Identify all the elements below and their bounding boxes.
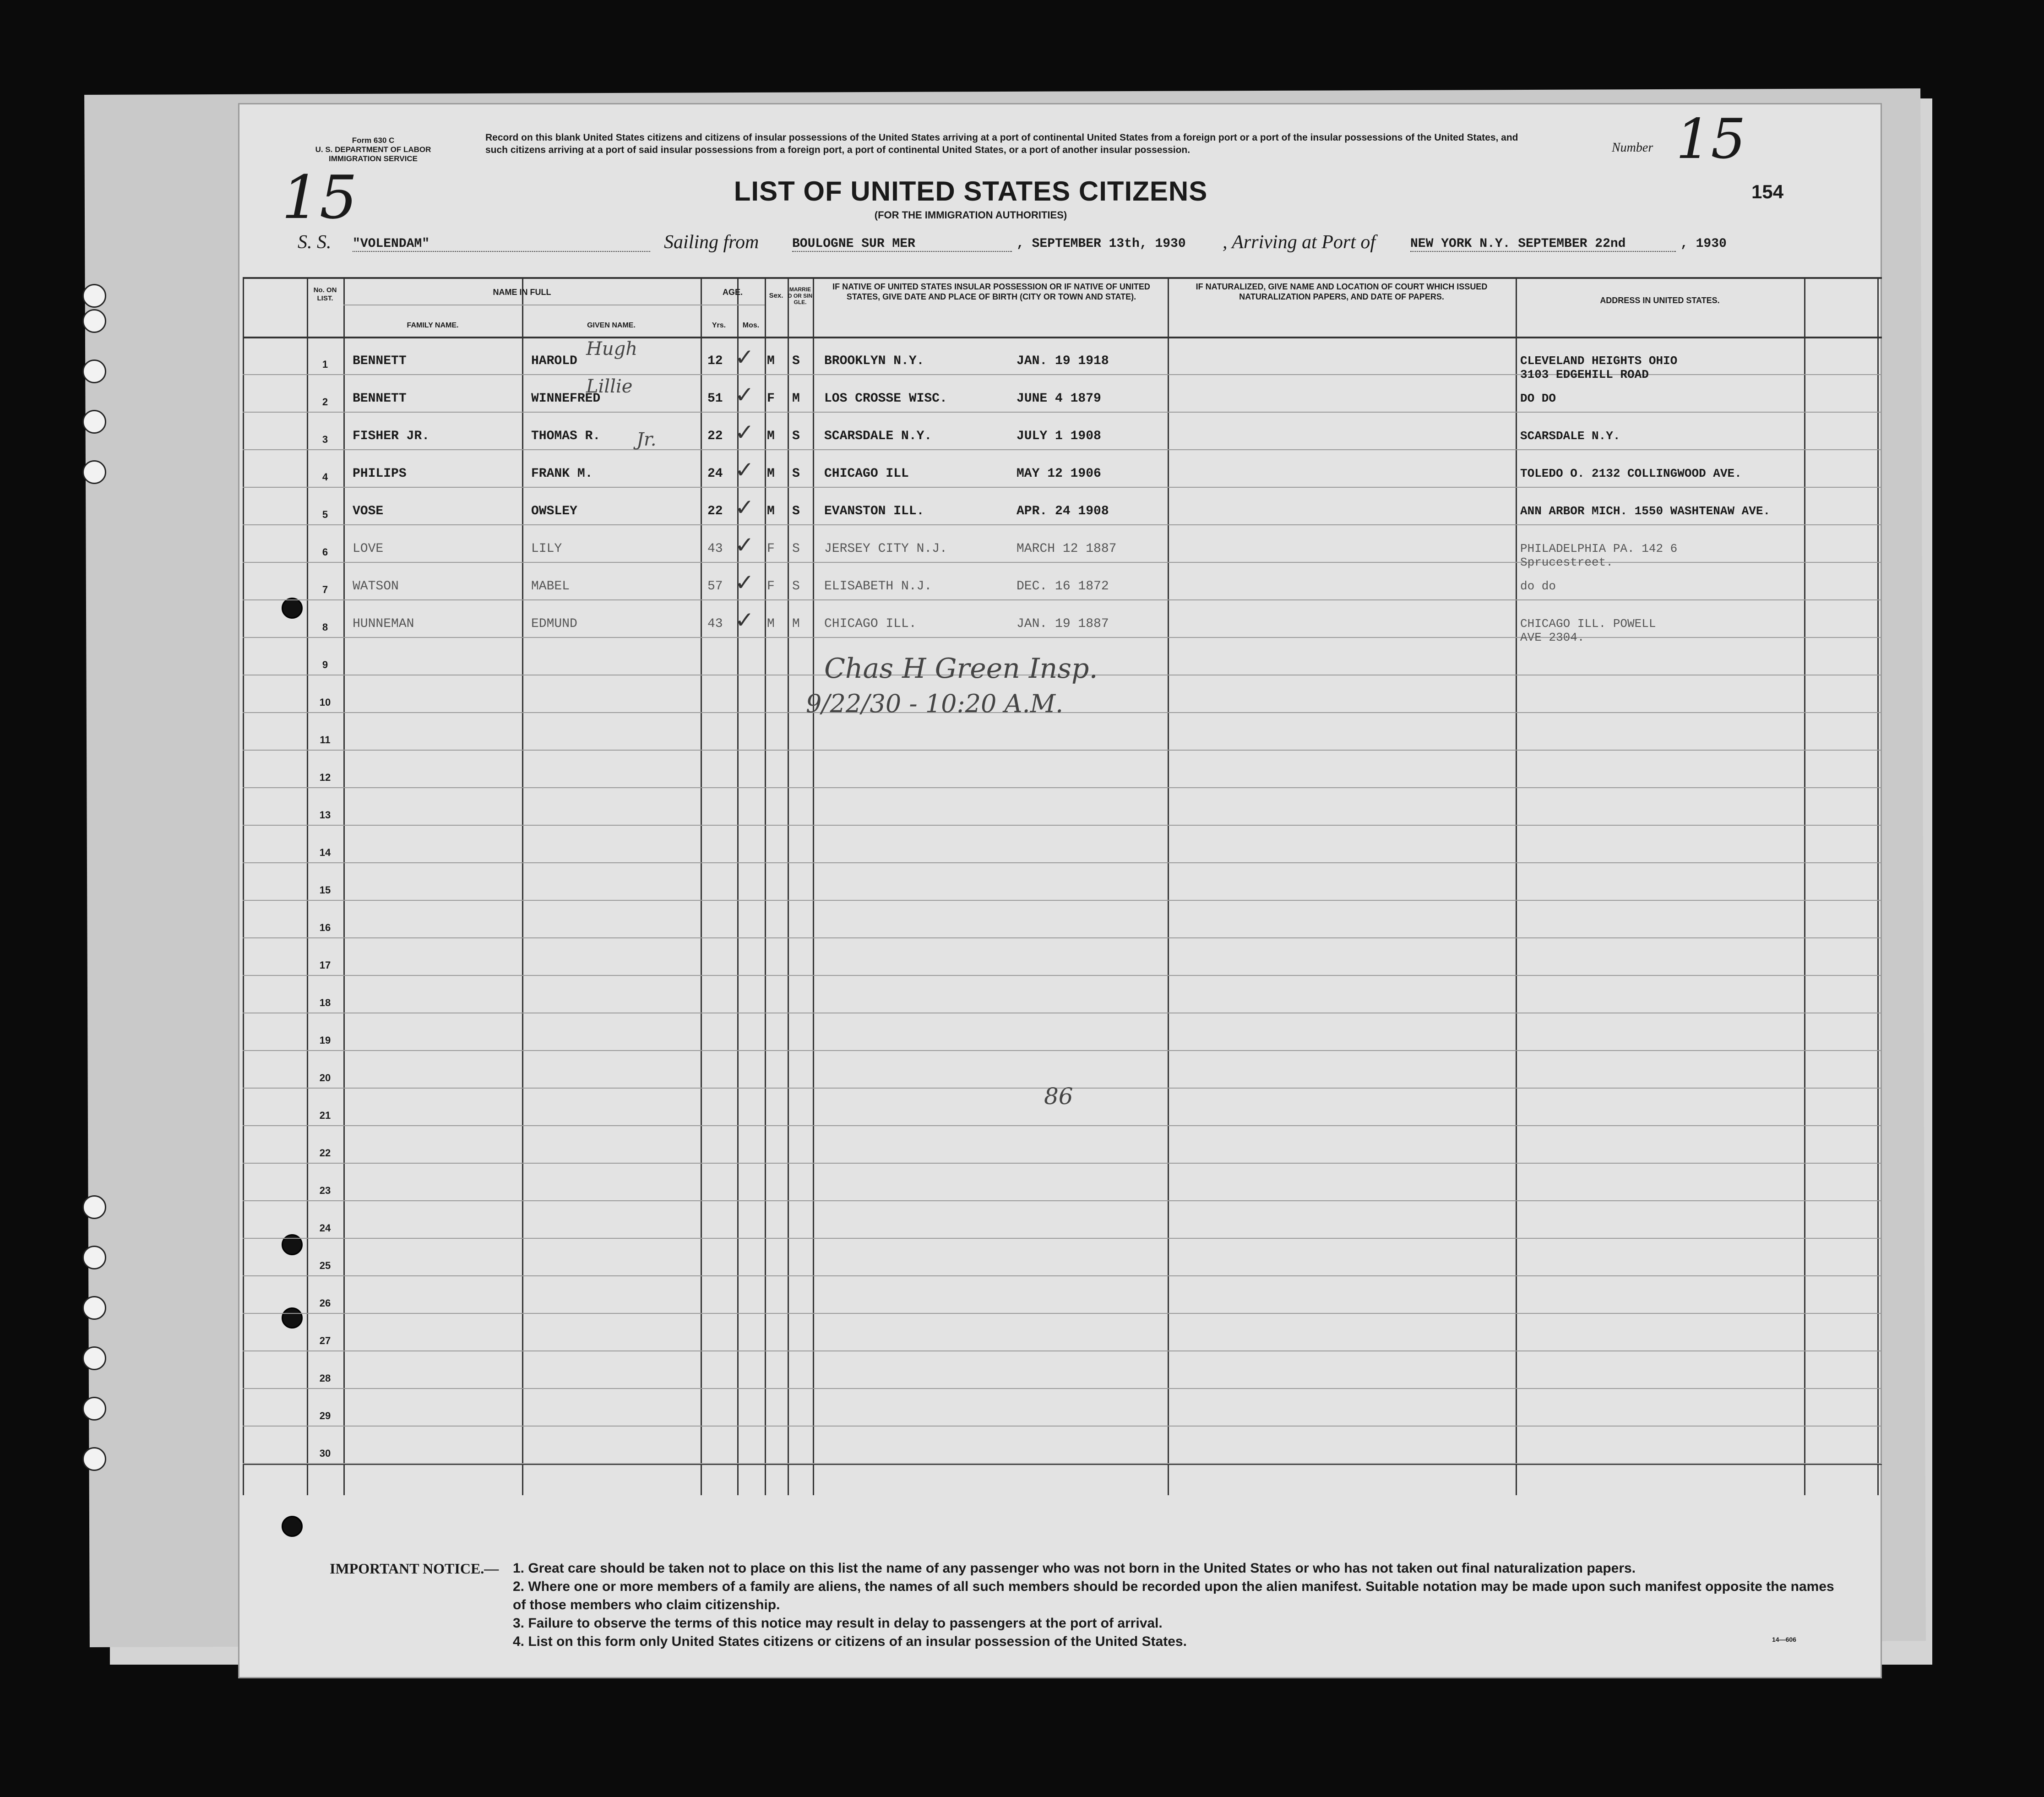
- row-rule: [243, 750, 1882, 751]
- row-number: 21: [319, 1110, 331, 1121]
- col-mos: Mos.: [742, 321, 760, 329]
- address-line2-cell: AVE 2304.: [1520, 631, 1585, 644]
- row-rule: [243, 900, 1882, 901]
- row-number: 18: [319, 997, 331, 1008]
- column-divider: [1168, 277, 1169, 1495]
- col-age: AGE.: [722, 288, 743, 297]
- row-number: 7: [322, 584, 328, 595]
- notice-item: 3. Failure to observe the terms of this notice may result in delay to passengers at the port of arrival.: [513, 1616, 1163, 1631]
- age-years-cell: 12: [707, 354, 723, 368]
- row-number: 19: [319, 1035, 331, 1046]
- marital-status-cell: M: [792, 392, 800, 406]
- row-number: 3: [322, 434, 328, 445]
- column-divider: [813, 277, 814, 1495]
- birthdate-cell: JULY 1 1908: [1017, 429, 1101, 443]
- family-name-cell: VOSE: [353, 504, 384, 518]
- row-number: 5: [322, 509, 328, 520]
- column-divider: [701, 277, 702, 1495]
- age-years-cell: 43: [707, 542, 723, 556]
- sex-cell: F: [767, 579, 775, 594]
- age-years-cell: 22: [707, 429, 723, 443]
- marital-status-cell: S: [792, 429, 800, 443]
- sex-cell: M: [767, 467, 775, 481]
- row-number: 13: [319, 809, 331, 821]
- address-line2-cell: 3103 EDGEHILL ROAD: [1520, 368, 1649, 381]
- col-name-in-full: NAME IN FULL: [493, 288, 551, 297]
- row-rule: [243, 524, 1882, 525]
- given-name-cell: FRANK M.: [531, 467, 593, 481]
- family-name-cell: BENNETT: [353, 392, 407, 406]
- inspector-signature: Chas H Green Insp.: [824, 653, 1098, 685]
- given-name-cell: WINNEFRED: [531, 392, 601, 406]
- family-name-cell: BENNETT: [353, 354, 407, 368]
- passenger-table: [238, 277, 1882, 1495]
- punch-hole: [82, 284, 106, 308]
- marital-status-cell: S: [792, 579, 800, 594]
- arrival-year: , 1930: [1680, 237, 1727, 251]
- sailing-label: Sailing from: [664, 232, 759, 253]
- check-mark-icon: ✓: [735, 607, 754, 633]
- sex-cell: F: [767, 542, 775, 556]
- birthplace-cell: JERSEY CITY N.J.: [824, 542, 947, 556]
- address-cell: PHILADELPHIA PA. 142 6: [1520, 542, 1678, 555]
- row-number: 26: [319, 1297, 331, 1309]
- birthplace-cell: CHICAGO ILL: [824, 467, 909, 481]
- birthplace-cell: BROOKLYN N.Y.: [824, 354, 924, 368]
- address-cell: ANN ARBOR MICH. 1550 WASHTENAW AVE.: [1520, 504, 1771, 518]
- column-divider: [1804, 277, 1805, 1495]
- address-cell: CLEVELAND HEIGHTS OHIO: [1520, 354, 1678, 368]
- row-number: 2: [322, 396, 328, 408]
- handwritten-correction: Jr.: [636, 429, 657, 450]
- column-divider: [343, 277, 345, 1495]
- service-name: IMMIGRATION SERVICE: [329, 154, 418, 163]
- inspection-datetime: 9/22/30 - 10:20 A.M.: [806, 689, 1064, 718]
- birthplace-cell: SCARSDALE N.Y.: [824, 429, 932, 443]
- column-divider: [307, 277, 308, 1495]
- column-divider: [1877, 277, 1879, 1495]
- check-mark-icon: ✓: [735, 494, 754, 521]
- birthdate-cell: JAN. 19 1887: [1017, 617, 1109, 631]
- marital-status-cell: S: [792, 504, 800, 518]
- column-divider: [765, 277, 766, 1495]
- check-mark-icon: ✓: [735, 419, 754, 446]
- address-cell: TOLEDO O. 2132 COLLINGWOOD AVE.: [1520, 467, 1742, 480]
- table-top-rule: [243, 277, 1882, 279]
- ship-name: "VOLENDAM": [353, 237, 650, 252]
- given-name-cell: EDMUND: [531, 617, 577, 631]
- marital-status-cell: S: [792, 542, 800, 556]
- age-years-cell: 22: [707, 504, 723, 518]
- given-name-cell: OWSLEY: [531, 504, 577, 518]
- col-no-on-list: No. ON LIST.: [313, 286, 337, 302]
- row-rule: [243, 412, 1882, 413]
- family-name-cell: HUNNEMAN: [353, 617, 414, 631]
- row-number: 23: [319, 1185, 331, 1196]
- sail-date: , SEPTEMBER 13th, 1930: [1017, 237, 1186, 251]
- row-rule: [243, 937, 1882, 938]
- handwritten-page-number: 15: [282, 163, 358, 232]
- notice-item: 4. List on this form only United States citizens or citizens of an insular possession of the United States.: [513, 1634, 1187, 1649]
- punch-hole: [282, 1516, 303, 1537]
- punch-hole: [82, 410, 106, 434]
- handwritten-mark: 86: [1044, 1083, 1073, 1110]
- marital-status-cell: S: [792, 467, 800, 481]
- address-cell: SCARSDALE N.Y.: [1520, 429, 1620, 443]
- punch-hole: [82, 359, 106, 383]
- row-number: 8: [322, 621, 328, 633]
- family-name-cell: WATSON: [353, 579, 399, 594]
- given-name-cell: THOMAS R.: [531, 429, 601, 443]
- check-mark-icon: ✓: [735, 381, 754, 408]
- check-mark-icon: ✓: [735, 344, 754, 370]
- row-rule: [243, 1313, 1882, 1314]
- punch-hole: [82, 1246, 106, 1269]
- row-number: 6: [322, 546, 328, 558]
- row-rule: [243, 449, 1882, 450]
- row-number: 22: [319, 1147, 331, 1159]
- address-cell: DO DO: [1520, 392, 1556, 405]
- check-mark-icon: ✓: [735, 457, 754, 483]
- col-birth: IF NATIVE OF UNITED STATES INSULAR POSSESSION OR IF NATIVE OF UNITED STATES, GIVE DATE AND PLACE OF BIRTH (CITY OR TOWN AND STATE).: [832, 282, 1150, 301]
- row-rule: [243, 1163, 1882, 1164]
- row-number: 25: [319, 1260, 331, 1271]
- column-divider: [788, 277, 789, 1495]
- ship-label: S. S.: [298, 232, 332, 253]
- age-years-cell: 57: [707, 579, 723, 594]
- sex-cell: M: [767, 504, 775, 518]
- punch-hole: [82, 309, 106, 333]
- notice-item: 2. Where one or more members of a family are aliens, the names of all such members should be recorded upon the alien manifest. Suitable notation may be made upon such manifest opposite the names of those members who claim citizenship.: [513, 1579, 1834, 1612]
- row-number: 29: [319, 1410, 331, 1421]
- row-number: 17: [319, 959, 331, 971]
- birthdate-cell: DEC. 16 1872: [1017, 579, 1109, 594]
- form-number: Form 630 C: [352, 136, 395, 145]
- birthplace-cell: ELISABETH N.J.: [824, 579, 932, 594]
- sex-cell: M: [767, 354, 775, 368]
- arrival-port: NEW YORK N.Y. SEPTEMBER 22nd: [1410, 237, 1676, 252]
- row-rule: [243, 599, 1882, 600]
- row-rule: [243, 825, 1882, 826]
- page-title: LIST OF UNITED STATES CITIZENS: [734, 176, 1208, 207]
- row-number: 15: [319, 884, 331, 896]
- page-subtitle: (FOR THE IMMIGRATION AUTHORITIES): [874, 209, 1067, 221]
- notice-form-code: 14—606: [1772, 1636, 1796, 1643]
- given-name-cell: MABEL: [531, 579, 570, 594]
- check-mark-icon: ✓: [735, 569, 754, 596]
- from-port: BOULOGNE SUR MER: [792, 237, 1012, 252]
- punch-hole: [82, 1296, 106, 1320]
- row-rule: [243, 862, 1882, 863]
- record-instruction: Record on this blank United States citizens and citizens of insular possessions of the United States arriving at a port of continental United States from a foreign port or a port of the insular possessions of the United States, and such citizens arriving at a port of said insular possessions from a foreign port, a port of continental United States, or a port of another insular possession.: [485, 132, 1518, 155]
- row-rule: [243, 1200, 1882, 1201]
- punch-hole: [82, 1346, 106, 1370]
- department-name: U. S. DEPARTMENT OF LABOR: [315, 145, 431, 154]
- row-number: 4: [322, 471, 328, 483]
- address-line2-cell: Sprucestreet.: [1520, 555, 1613, 569]
- col-given-name: GIVEN NAME.: [587, 321, 636, 329]
- sex-cell: M: [767, 429, 775, 443]
- notice-lead: IMPORTANT NOTICE.—: [330, 1560, 499, 1577]
- row-number: 24: [319, 1222, 331, 1234]
- row-rule: [243, 1125, 1882, 1126]
- birthdate-cell: JAN. 19 1918: [1017, 354, 1109, 368]
- punch-hole: [82, 1447, 106, 1471]
- row-rule: [243, 1050, 1882, 1051]
- punch-hole: [82, 460, 106, 484]
- marital-status-cell: S: [792, 354, 800, 368]
- col-naturalized: IF NATURALIZED, GIVE NAME AND LOCATION OF COURT WHICH ISSUED NATURALIZATION PAPERS, AND DATE OF PAPERS.: [1196, 282, 1488, 301]
- birthplace-cell: CHICAGO ILL.: [824, 617, 917, 631]
- given-name-cell: HAROLD: [531, 354, 577, 368]
- birthplace-cell: LOS CROSSE WISC.: [824, 392, 947, 406]
- notice-item: 1. Great care should be taken not to place on this list the name of any passenger who was not born in the United States or who has not taken out final naturalization papers.: [513, 1561, 1636, 1576]
- page-id: 154: [1751, 181, 1784, 202]
- form-identifier: [298, 136, 449, 163]
- sex-cell: M: [767, 617, 775, 631]
- column-divider: [1516, 277, 1517, 1495]
- number-label: Number: [1612, 141, 1653, 155]
- handwritten-correction: Hugh: [586, 338, 638, 359]
- row-rule: [243, 487, 1882, 488]
- header-bottom-rule: [243, 337, 1882, 338]
- row-number: 27: [319, 1335, 331, 1346]
- row-rule: [243, 975, 1882, 976]
- age-years-cell: 43: [707, 617, 723, 631]
- birthplace-cell: EVANSTON ILL.: [824, 504, 924, 518]
- row-number: 20: [319, 1072, 331, 1084]
- check-mark-icon: ✓: [735, 532, 754, 558]
- birthdate-cell: APR. 24 1908: [1017, 504, 1109, 518]
- row-rule: [243, 1275, 1882, 1276]
- row-rule: [243, 637, 1882, 638]
- birthdate-cell: MAY 12 1906: [1017, 467, 1101, 481]
- address-cell: CHICAGO ILL. POWELL: [1520, 617, 1656, 631]
- col-yrs: Yrs.: [712, 321, 726, 329]
- family-name-cell: LOVE: [353, 542, 384, 556]
- col-sex: Sex.: [769, 292, 783, 300]
- col-married-single: MARRIED OR SINGLE.: [788, 286, 813, 305]
- age-years-cell: 51: [707, 392, 723, 406]
- row-number: 9: [322, 659, 328, 670]
- row-rule: [243, 1350, 1882, 1351]
- row-number: 28: [319, 1372, 331, 1384]
- birthdate-cell: MARCH 12 1887: [1017, 542, 1117, 556]
- punch-hole: [82, 1397, 106, 1421]
- given-name-cell: LILY: [531, 542, 562, 556]
- row-number: 14: [319, 847, 331, 858]
- row-number: 11: [320, 734, 331, 746]
- marital-status-cell: M: [792, 617, 800, 631]
- manifest-page: [238, 103, 1882, 1678]
- arriving-label: , Arriving at Port of: [1223, 232, 1376, 253]
- row-number: 16: [319, 922, 331, 933]
- row-number: 10: [319, 697, 331, 708]
- row-rule: [243, 1388, 1882, 1389]
- row-number: 12: [319, 772, 331, 783]
- family-name-cell: PHILIPS: [353, 467, 407, 481]
- notice-items: [513, 1559, 1841, 1651]
- age-years-cell: 24: [707, 467, 723, 481]
- punch-hole: [82, 1195, 106, 1219]
- col-family-name: FAMILY NAME.: [407, 321, 459, 329]
- row-rule: [243, 1426, 1882, 1427]
- column-divider: [522, 277, 523, 1495]
- row-rule: [243, 562, 1882, 563]
- handwritten-correction: Lillie: [586, 376, 633, 397]
- family-name-cell: FISHER JR.: [353, 429, 430, 443]
- row-number: 1: [322, 359, 328, 370]
- row-number: 30: [319, 1448, 331, 1459]
- voyage-line: [298, 231, 1809, 259]
- column-divider: [243, 277, 244, 1495]
- sex-cell: F: [767, 392, 775, 406]
- col-address: ADDRESS IN UNITED STATES.: [1600, 296, 1720, 305]
- row-rule: [243, 1238, 1882, 1239]
- birthdate-cell: JUNE 4 1879: [1017, 392, 1101, 406]
- row-rule: [243, 1463, 1882, 1464]
- address-cell: do do: [1520, 579, 1556, 593]
- row-rule: [243, 787, 1882, 788]
- number-value: 15: [1676, 108, 1746, 171]
